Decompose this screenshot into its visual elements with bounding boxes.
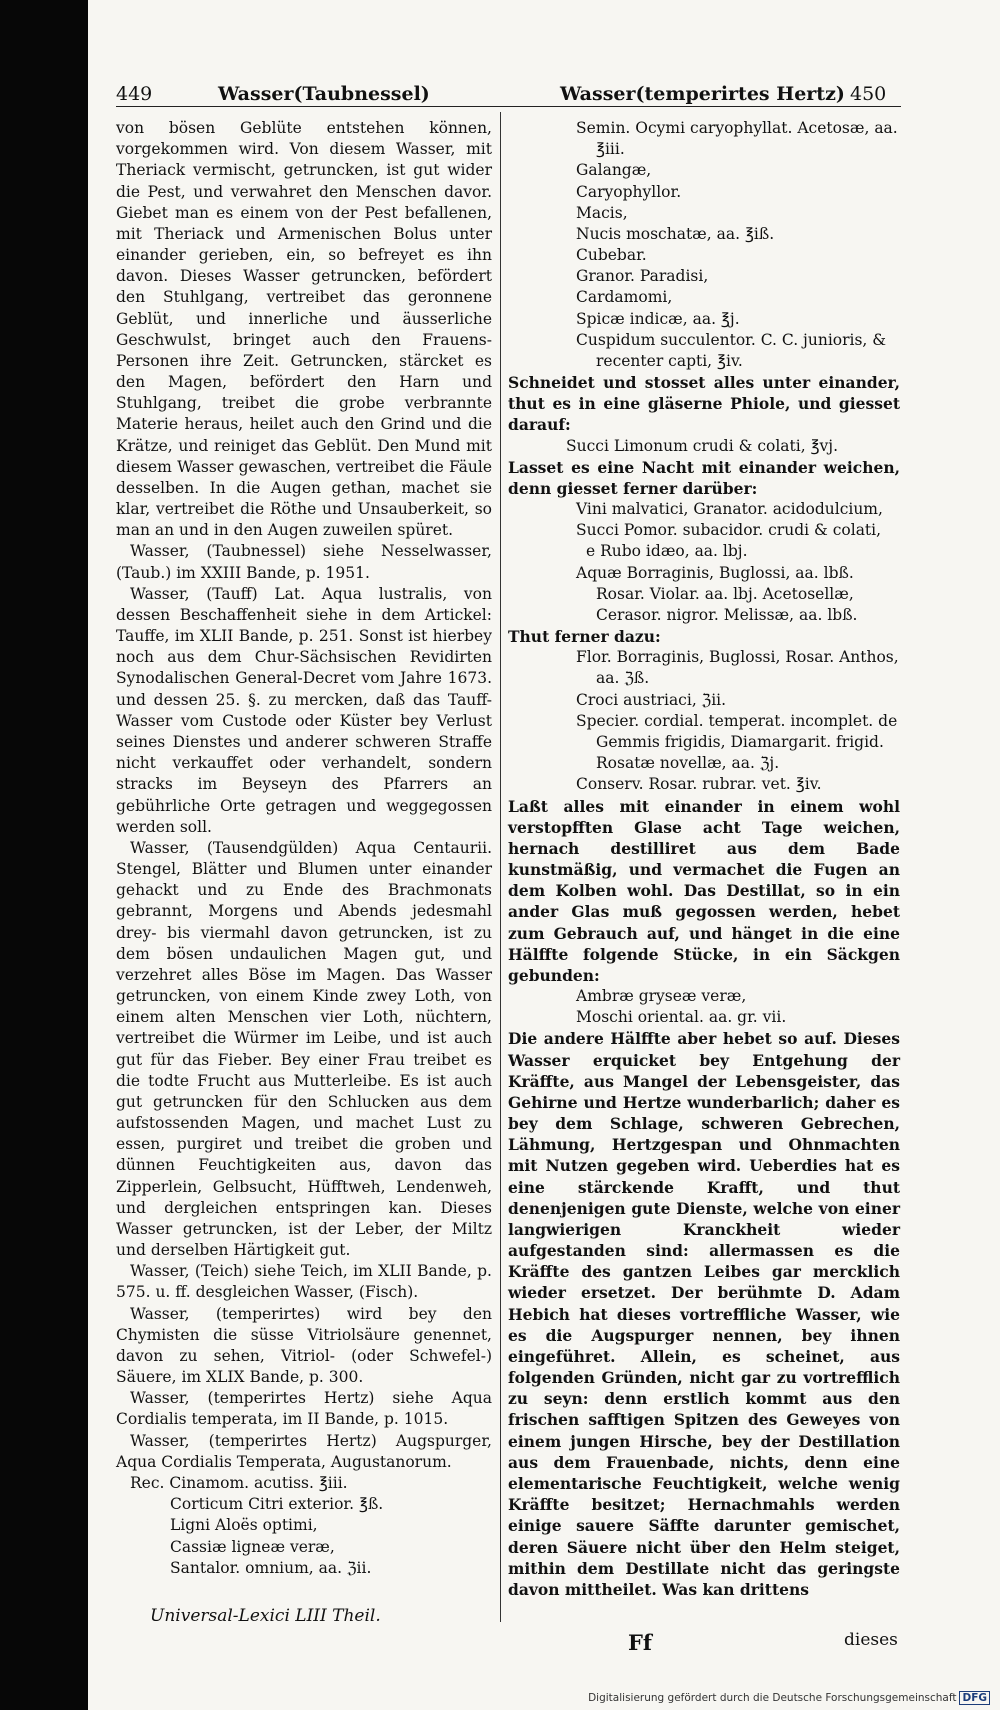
ingredient-line: e Rubo idæo, aa. lbj.	[586, 542, 748, 561]
entry-paragraph: Wasser, (Tauff) Lat. Aqua lustralis, von dessen Beschaffenheit siehe in dem Artickel: Tauffe, im XLII Bande, p. 251. Sonst ist hierbey noch aus dem Chur-Sächsischen Revidirten Synodalischen General-Decret vom Jahre 1673. und dessen 25. §. zu mercken, daß das Tauff-Wasser vom Custode oder Küster bey Verlust seines Dienstes und anderer schweren Straffe nicht verkauffet oder verhandelt, sondern stracks im Beyseyn des Pfarrers an gebührliche Orte getragen und weggegossen werden soll.	[116, 584, 492, 836]
header-rule	[116, 106, 901, 107]
ingredient-line: Caryophyllor.	[576, 182, 682, 201]
instruction-paragraph: Lasset es eine Nacht mit einander weichen, denn giesset ferner darüber:	[508, 457, 900, 498]
ingredient-line: Nucis moschatæ, aa. ℥iß.	[576, 224, 775, 243]
ingredient-line: Croci austriaci, ℨii.	[576, 690, 727, 709]
ingredient-line: Galangæ,	[576, 161, 652, 180]
ingredient-line: Succi Limonum crudi & colati, ℥vj.	[566, 436, 839, 455]
entry-paragraph: Wasser, (temperirtes Hertz) siehe Aqua Cordialis temperata, im II Bande, p. 1015.	[116, 1389, 492, 1429]
ingredient-line: Succi Pomor. subacidor. crudi & colati,	[576, 521, 882, 540]
footer-signature: Ff	[628, 1630, 652, 1655]
instruction-paragraph: Die andere Hälffte aber hebet so auf. Dieses Wasser erquicket bey Entgehung der Kräffte, aus Mangel der Lebensgeister, das Gehirne und Hertze wunderbarlich; daher es bey dem Schlage, schweren Gebrechen, Lähmung, Hertzgespan und Ohnmachten mit Nutzen gegeben wird. Ueberdies hat es eine stärckende Krafft, und thut denenjenigen gute Dienste, welche von einer langwierigen Kranckheit wieder aufgestanden sind: allermassen es die Kräffte des gantzen Leibes gar mercklich wieder ersetzet. Der berühmte D. Adam Hebich hat dieses vortreffliche Wasser, wie es die Augspurger nennen, bey ihnen eingeführet. Allein, es scheinet, aus folgenden Gründen, nicht gar zu vortrefflich zu seyn: denn erstlich kommt aus den frischen safftigen Spitzen des Geweyes von einem jungen Hirsche, bey der Destillation aus dem Frauenbade, nichts, denn eine elementarische Feuchtigkeit, welche wenig Kräffte besitzet; Hernachmahls werden einige sauere Säffte darunter gemischet, deren Säuere nicht über den Helm steiget, mithin dem Destillate nicht das geringste davon mittheilet. Was kan drittens	[508, 1029, 900, 1599]
running-title-right: Wasser(temperirtes Hertz)	[560, 83, 845, 105]
instruction-paragraph: Laßt alles mit einander in einem wohl verstopfften Glase acht Tage weichen, hernach destilliret aus dem Bade kunstmäßig, und vermachet die Fugen an dem Kolben wohl. Das Destillat, so in ein ander Glas muß gegossen werden, hebet zum Gebrauch auf, und hänget in die eine Hälffte folgende Stücke, in ein Säckgen gebunden:	[508, 796, 900, 985]
recipe-line: Rec. Cinamom. acutiss. ℥iii.	[130, 1474, 348, 1492]
page-number-right: 450	[850, 83, 887, 105]
ingredient-line: Aquæ Borraginis, Buglossi, aa. lbß. Rosar. Violar. aa. lbj. Acetosellæ, Cerasor. nigror. Melissæ, aa. lbß.	[576, 563, 858, 624]
ingredient-line: Cuspidum succulentor. C. C. junioris, & recenter capti, ℥iv.	[576, 330, 887, 370]
ingredient-line: Granor. Paradisi,	[576, 267, 709, 286]
entry-paragraph: Wasser, (Taubnessel) siehe Nesselwasser, (Taub.) im XXIII Bande, p. 1951.	[116, 542, 492, 582]
ingredient-line: Vini malvatici, Granator. acidodulcium,	[576, 500, 883, 519]
entry-paragraph: Wasser, (Teich) siehe Teich, im XLII Bande, p. 575. u. ff. desgleichen Wasser, (Fisch).	[116, 1262, 492, 1302]
ingredient-line: Semin. Ocymi caryophyllat. Acetosæ, aa. ℥iii.	[576, 119, 898, 159]
ingredient-line: Conserv. Rosar. rubrar. vet. ℥iv.	[576, 775, 822, 794]
digitization-credit	[520, 1692, 990, 1704]
running-title-left: Wasser(Taubnessel)	[218, 83, 430, 105]
recipe-line: Corticum Citri exterior. ℥ß.	[170, 1495, 384, 1514]
ingredient-line: Cubebar.	[576, 246, 647, 265]
footer-catchword: dieses	[844, 1630, 898, 1650]
instruction-paragraph: Thut ferner dazu:	[508, 627, 661, 647]
entry-paragraph: Wasser, (temperirtes Hertz) Augspurger, Aqua Cordialis Temperata, Augustanorum.	[116, 1431, 492, 1471]
ingredient-line: Spicæ indicæ, aa. ℥j.	[576, 309, 740, 328]
entry-paragraph: Wasser, (Tausendgülden) Aqua Centaurii. Stengel, Blätter und Blumen unter einander gehackt und zu Ende des Brachmonats gebrannt, Morgens und Abends jedesmahl drey- bis viermahl davon getruncken, ist zu dem bösen undaulichen Magen gut, und verzehret alles Böse im Magen. Das Wasser getruncken, von einem Kinde zwey Loth, von einem alten Menschen vier Loth, nüchtern, vertreibet die Würmer im Leibe, und ist auch gut für das Fieber. Bey einer Frau treibet es die todte Frucht aus Mutterleibe. Es ist auch gut getruncken für den Schlucken aus dem aufstossenden Magen, und machet Lust zu essen, purgiret und treibet die groben und dünnen Feuchtigkeiten aus, davon das Zipperlein, Gelbsucht, Hüfftweh, Lendenweh, und dergleichen entspringen kan. Dieses Wasser getruncken, ist der Leber, der Miltz und derselben Härtigkeit gut.	[116, 838, 492, 1260]
left-column	[116, 118, 492, 1579]
page-number-left: 449	[116, 83, 153, 105]
ingredient-line: Cardamomi,	[576, 288, 673, 307]
instruction-paragraph: Schneidet und stosset alles unter einander, thut es in eine gläserne Phiole, und giesset darauf:	[508, 373, 900, 435]
entry-paragraph: von bösen Geblüte entstehen können, vorgekommen wird. Von diesem Wasser, mit Theriack vermischt, getruncken, ist gut wider die Pest, und verwahret den Menschen davor. Giebet man es einem von der Pest befallenen, mit Theriack und Armenischen Bolus unter einander gerieben, ein, so befreyet es ihn davon. Dieses Wasser getruncken, befördert den Stuhlgang, vertreibet das geronnene Geblüt, und innerliche und äusserliche Geschwulst, bringet auch den Frauens-Personen ihre Zeit. Getruncken, stärcket es den Magen, befördert den Harn und Stuhlgang, treibet die grobe verbrannte Materie heraus, heilet auch den Grind und die Krätze, und reiniget das Geblüt. Den Mund mit diesem Wasser gewaschen, vertreibet die Fäule desselben. In die Augen gethan, machet sie klar, vertreibet die Röthe und Unsauberkeit, so man an und in den Augen zuweilen spüret.	[116, 119, 492, 540]
footer-volume-note: Universal-Lexici LIII Theil.	[150, 1606, 381, 1626]
dfg-logo: DFG	[959, 1691, 990, 1705]
recipe-line: Cassiæ ligneæ veræ,	[170, 1537, 335, 1556]
ingredient-line: Macis,	[576, 203, 628, 222]
scan-margin	[0, 0, 88, 1710]
credit-text: Digitalisierung gefördert durch die Deutsche Forschungsgemeinschaft	[588, 1692, 957, 1704]
ingredient-line: Ambræ gryseæ veræ,	[576, 987, 747, 1006]
ingredient-line: Specier. cordial. temperat. incomplet. de Gemmis frigidis, Diamargarit. frigid. Rosatæ novellæ, aa. ℨj.	[576, 711, 898, 773]
recipe-line: Santalor. omnium, aa. ℨii.	[170, 1558, 372, 1577]
ingredient-line: Moschi oriental. aa. gr. vii.	[576, 1008, 787, 1027]
right-column	[508, 118, 900, 1600]
ingredient-line: Flor. Borraginis, Buglossi, Rosar. Anthos, aa. ℨß.	[576, 648, 899, 688]
recipe-line: Ligni Aloës optimi,	[170, 1516, 318, 1535]
entry-paragraph: Wasser, (temperirtes) wird bey den Chymisten die süsse Vitriolsäure genennet, davon zu sehen, Vitriol- (oder Schwefel-) Säuere, im XLIX Bande, p. 300.	[116, 1304, 492, 1387]
column-divider	[500, 112, 501, 1622]
